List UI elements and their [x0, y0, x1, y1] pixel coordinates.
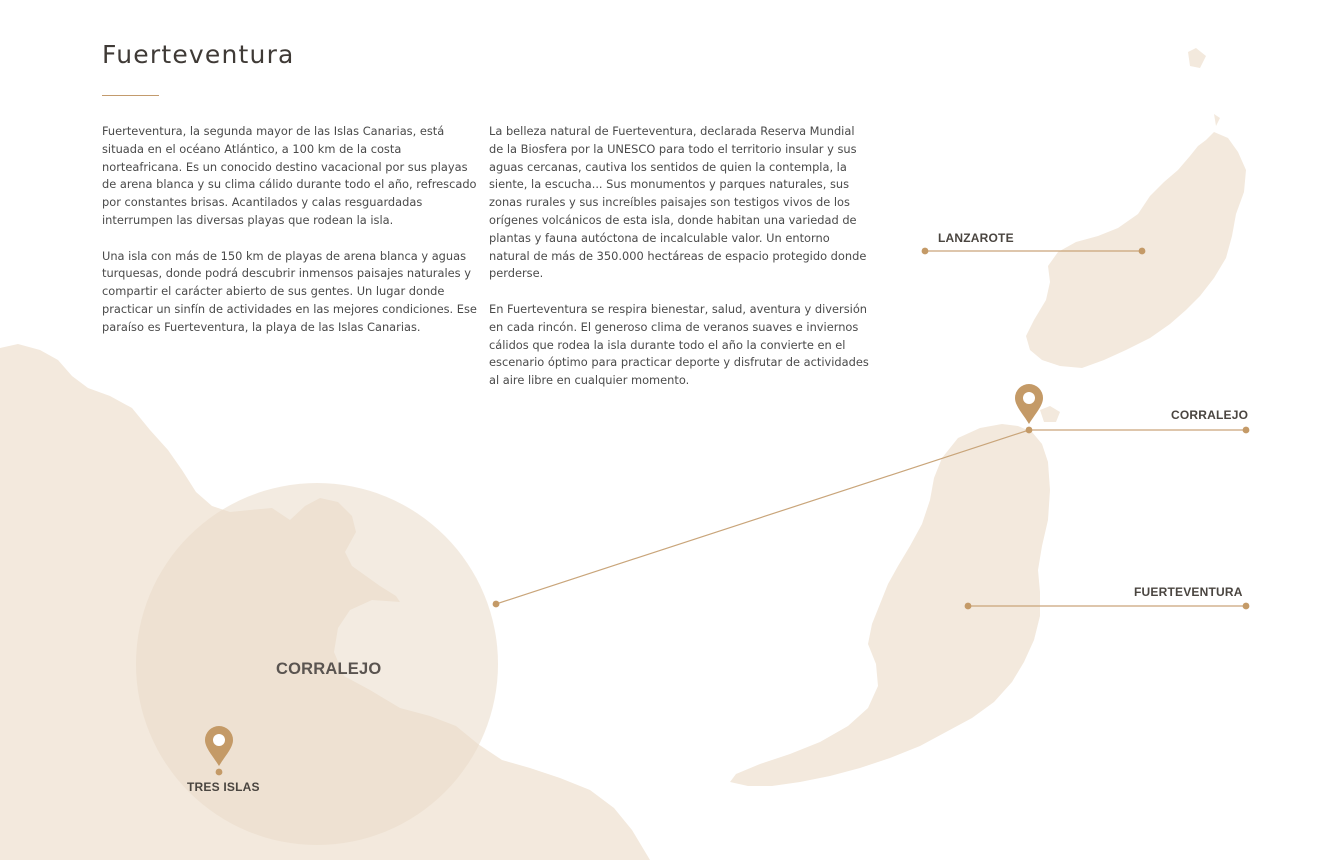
label-corralejo-zoom: CORRALEJO	[276, 660, 382, 678]
tres-islas-dot	[216, 769, 223, 776]
corralejo-end-dot	[1243, 427, 1250, 434]
zoom-connector-dot	[493, 601, 500, 608]
label-lanzarote: LANZAROTE	[938, 231, 1014, 245]
fuerteventura-island	[730, 424, 1050, 786]
page-title: Fuerteventura	[102, 40, 295, 69]
corralejo-dot	[1026, 427, 1033, 434]
map-pin-icon[interactable]	[1015, 384, 1043, 424]
paragraph: La belleza natural de Fuerteventura, declarada Reserva Mundial de la Biosfera por la UNESCO para todo el territorio insular y sus aguas cercanas, cautiva los sentidos de quien la contempla, la siente, la escucha... Sus monumentos y parques naturales, sus zonas rurales y sus increíbles paisajes son testigos vivos de los orígenes volcánicos de esta isla, donde habitan una variedad de plantas y fauna autóctona de incalculable valor. Un entorno natural de más de 350.000 hectáreas de espacio protegido donde perderse.	[489, 124, 867, 281]
lobos-islet	[1040, 406, 1060, 422]
paragraph: En Fuerteventura se respira bienestar, salud, aventura y diversión en cada rincón. El generoso clima de veranos suaves e inviernos cálidos que rodea la isla durante todo el año la convierte en el escenario óptimo para practicar deporte y disfrutar de actividades al aire libre en cualquier momento.	[489, 301, 869, 388]
label-corralejo: CORRALEJO	[1171, 408, 1249, 422]
label-tres-islas: TRES ISLAS	[187, 780, 260, 794]
lanzarote-start-dot	[922, 248, 929, 255]
fuerteventura-end-dot	[1243, 603, 1250, 610]
lanzarote-end-dot	[1139, 248, 1146, 255]
lanzarote-island	[1026, 48, 1246, 368]
label-fuerteventura: FUERTEVENTURA	[1134, 585, 1243, 599]
text-column-left	[102, 123, 480, 354]
title-divider	[102, 95, 159, 96]
fuerteventura-start-dot	[965, 603, 972, 610]
text-column-right	[489, 123, 871, 408]
paragraph: Una isla con más de 150 km de playas de arena blanca y aguas turquesas, donde podrá descubrir inmensos paisajes naturales y compartir el carácter abierto de sus gentes. Un lugar donde practicar un sinfín de actividades en las mejores condiciones. Ese paraíso es Fuerteventura, la playa de las Islas Canarias.	[102, 248, 477, 334]
paragraph: Fuerteventura, la segunda mayor de las Islas Canarias, está situada en el océano Atlántico, a 100 km de la costa norteafricana. Es un conocido destino vacacional por sus playas de arena blanca y su clima cálido durante todo el año, refrescado por constantes brisas. Acantilados y calas resguardadas interrumpen las diversas playas que rodean la isla.	[102, 124, 477, 227]
